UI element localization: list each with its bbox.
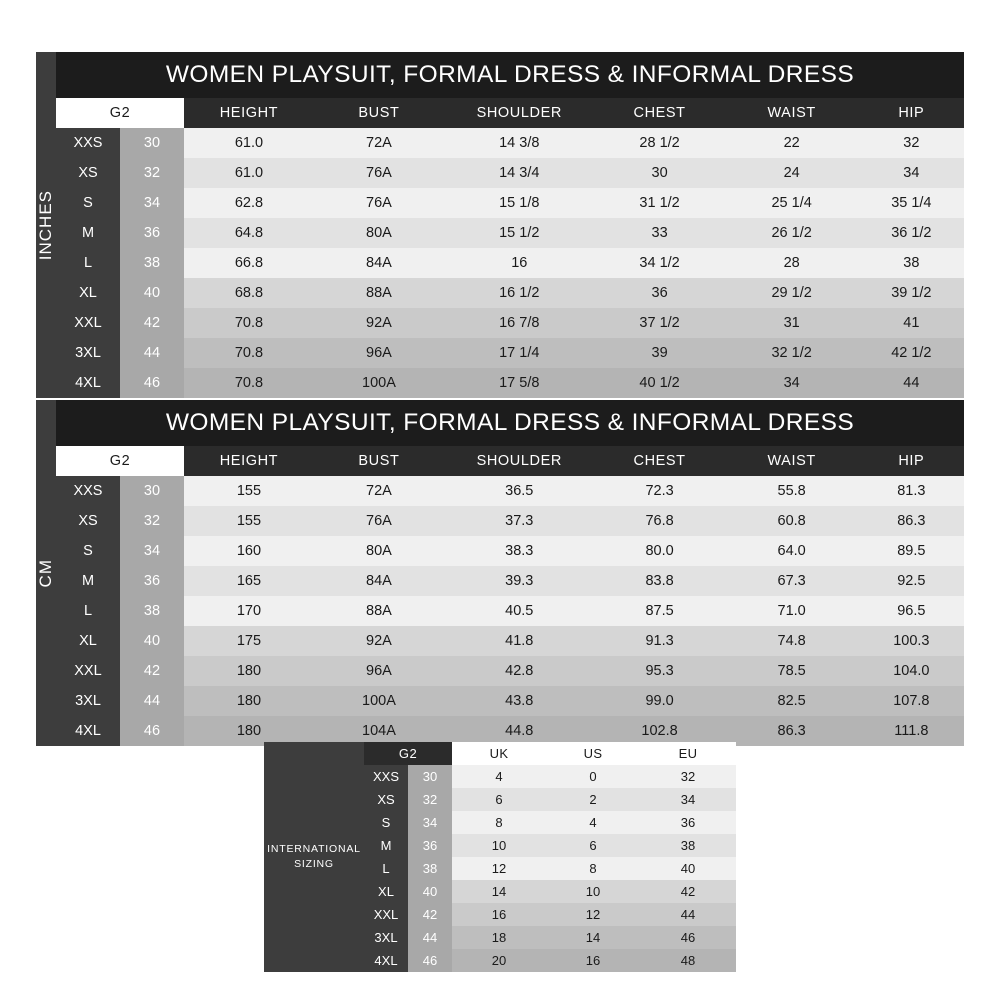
cm-size-name: L	[56, 596, 120, 626]
inches-cell: 34	[725, 368, 859, 398]
cm-cell: 74.8	[725, 626, 859, 656]
cm-size-name: XS	[56, 506, 120, 536]
international-header-row	[364, 742, 736, 765]
cm-cell: 100.3	[859, 626, 964, 656]
inches-size-number: 44	[120, 338, 184, 368]
inches-cell: 61.0	[184, 158, 314, 188]
international-cell: 32	[640, 765, 736, 788]
cm-size-name: XXS	[56, 476, 120, 506]
international-cell: 4	[452, 765, 546, 788]
inches-cell: 34 1/2	[595, 248, 725, 278]
international-row	[364, 834, 736, 857]
international-cell: 36	[640, 811, 736, 834]
inches-cell: 32	[859, 128, 964, 158]
international-cell: 18	[452, 926, 546, 949]
cm-cell: 165	[184, 566, 314, 596]
international-size-number: 34	[408, 811, 452, 834]
international-cell: 38	[640, 834, 736, 857]
cm-size-number: 34	[120, 536, 184, 566]
inches-size-name: 4XL	[56, 368, 120, 398]
inches-cell: 70.8	[184, 338, 314, 368]
inches-header-row	[56, 98, 964, 128]
cm-cell: 155	[184, 506, 314, 536]
cm-cell: 76.8	[595, 506, 725, 536]
inches-cell: 34	[859, 158, 964, 188]
cm-cell: 38.3	[444, 536, 595, 566]
inches-cell: 17 5/8	[444, 368, 595, 398]
international-cell: 14	[452, 880, 546, 903]
cm-size-number: 46	[120, 716, 184, 746]
cm-cell: 104A	[314, 716, 444, 746]
inches-size-chart	[36, 52, 964, 398]
cm-cell: 86.3	[725, 716, 859, 746]
international-size-number: 44	[408, 926, 452, 949]
international-header-g2: G2	[364, 742, 452, 765]
cm-cell: 92.5	[859, 566, 964, 596]
international-size-number: 46	[408, 949, 452, 972]
international-cell: 14	[546, 926, 640, 949]
cm-size-name: M	[56, 566, 120, 596]
inches-cell: 32 1/2	[725, 338, 859, 368]
international-row	[364, 903, 736, 926]
cm-cell: 80A	[314, 536, 444, 566]
international-size-number: 40	[408, 880, 452, 903]
inches-cell: 61.0	[184, 128, 314, 158]
inches-cell: 100A	[314, 368, 444, 398]
inches-title: WOMEN PLAYSUIT, FORMAL DRESS & INFORMAL DRESS	[56, 52, 964, 98]
international-size-name: XXL	[364, 903, 408, 926]
cm-cell: 64.0	[725, 536, 859, 566]
international-row	[364, 857, 736, 880]
international-size-name: L	[364, 857, 408, 880]
inches-header-hip: HIP	[859, 98, 964, 128]
international-cell: 34	[640, 788, 736, 811]
international-size-number: 32	[408, 788, 452, 811]
cm-cell: 72A	[314, 476, 444, 506]
international-size-name: XL	[364, 880, 408, 903]
inches-cell: 39 1/2	[859, 278, 964, 308]
cm-cell: 89.5	[859, 536, 964, 566]
inches-cell: 76A	[314, 158, 444, 188]
inches-cell: 76A	[314, 188, 444, 218]
cm-cell: 84A	[314, 566, 444, 596]
cm-table	[56, 446, 964, 746]
inches-cell: 70.8	[184, 308, 314, 338]
inches-row	[56, 308, 964, 338]
international-cell: 6	[452, 788, 546, 811]
cm-cell: 180	[184, 686, 314, 716]
cm-size-number: 32	[120, 506, 184, 536]
inches-row	[56, 338, 964, 368]
cm-cell: 95.3	[595, 656, 725, 686]
inches-cell: 16	[444, 248, 595, 278]
cm-cell: 39.3	[444, 566, 595, 596]
inches-cell: 15 1/8	[444, 188, 595, 218]
international-cell: 6	[546, 834, 640, 857]
cm-cell: 160	[184, 536, 314, 566]
cm-size-number: 42	[120, 656, 184, 686]
international-table	[364, 742, 736, 972]
inches-cell: 38	[859, 248, 964, 278]
inches-cell: 14 3/4	[444, 158, 595, 188]
inches-cell: 44	[859, 368, 964, 398]
international-cell: 20	[452, 949, 546, 972]
cm-cell: 83.8	[595, 566, 725, 596]
inches-cell: 40 1/2	[595, 368, 725, 398]
cm-cell: 99.0	[595, 686, 725, 716]
cm-cell: 42.8	[444, 656, 595, 686]
international-size-name: 3XL	[364, 926, 408, 949]
inches-cell: 70.8	[184, 368, 314, 398]
cm-cell: 102.8	[595, 716, 725, 746]
inches-cell: 28 1/2	[595, 128, 725, 158]
international-cell: 40	[640, 857, 736, 880]
cm-cell: 44.8	[444, 716, 595, 746]
cm-size-chart	[36, 400, 964, 746]
inches-header-g2: G2	[56, 98, 184, 128]
cm-row	[56, 656, 964, 686]
cm-cell: 43.8	[444, 686, 595, 716]
cm-size-name: 4XL	[56, 716, 120, 746]
inches-header-waist: WAIST	[725, 98, 859, 128]
cm-cell: 82.5	[725, 686, 859, 716]
cm-size-name: 3XL	[56, 686, 120, 716]
inches-header-height: HEIGHT	[184, 98, 314, 128]
international-cell: 0	[546, 765, 640, 788]
inches-cell: 36 1/2	[859, 218, 964, 248]
international-header-us: US	[546, 742, 640, 765]
international-size-number: 38	[408, 857, 452, 880]
cm-cell: 91.3	[595, 626, 725, 656]
cm-size-name: S	[56, 536, 120, 566]
cm-header-bust: BUST	[314, 446, 444, 476]
cm-cell: 60.8	[725, 506, 859, 536]
international-row	[364, 788, 736, 811]
cm-cell: 88A	[314, 596, 444, 626]
international-size-number: 36	[408, 834, 452, 857]
cm-header-row	[56, 446, 964, 476]
inches-cell: 31 1/2	[595, 188, 725, 218]
inches-cell: 30	[595, 158, 725, 188]
international-cell: 44	[640, 903, 736, 926]
inches-row	[56, 188, 964, 218]
inches-row	[56, 158, 964, 188]
international-size-number: 42	[408, 903, 452, 926]
cm-row	[56, 506, 964, 536]
inches-cell: 31	[725, 308, 859, 338]
cm-cell: 41.8	[444, 626, 595, 656]
cm-cell: 111.8	[859, 716, 964, 746]
cm-row	[56, 626, 964, 656]
cm-header-waist: WAIST	[725, 446, 859, 476]
inches-cell: 84A	[314, 248, 444, 278]
inches-unit-text: INCHES	[36, 189, 55, 261]
cm-cell: 67.3	[725, 566, 859, 596]
inches-size-number: 38	[120, 248, 184, 278]
cm-size-number: 36	[120, 566, 184, 596]
cm-cell: 55.8	[725, 476, 859, 506]
international-row	[364, 949, 736, 972]
cm-row	[56, 566, 964, 596]
inches-size-name: 3XL	[56, 338, 120, 368]
inches-size-number: 40	[120, 278, 184, 308]
cm-table-wrap	[56, 400, 964, 746]
inches-size-number: 42	[120, 308, 184, 338]
cm-unit-text: CM	[36, 558, 55, 588]
inches-cell: 24	[725, 158, 859, 188]
cm-cell: 104.0	[859, 656, 964, 686]
cm-row	[56, 596, 964, 626]
inches-cell: 80A	[314, 218, 444, 248]
international-size-name: 4XL	[364, 949, 408, 972]
inches-header-shoulder: SHOULDER	[444, 98, 595, 128]
international-cell: 16	[452, 903, 546, 926]
inches-cell: 16 7/8	[444, 308, 595, 338]
international-cell: 10	[546, 880, 640, 903]
inches-cell: 35 1/4	[859, 188, 964, 218]
cm-cell: 81.3	[859, 476, 964, 506]
inches-size-name: XXL	[56, 308, 120, 338]
inches-cell: 92A	[314, 308, 444, 338]
international-cell: 8	[546, 857, 640, 880]
inches-cell: 66.8	[184, 248, 314, 278]
cm-cell: 72.3	[595, 476, 725, 506]
inches-row	[56, 368, 964, 398]
cm-unit-label	[36, 400, 56, 746]
inches-cell: 33	[595, 218, 725, 248]
international-cell: 8	[452, 811, 546, 834]
cm-cell: 71.0	[725, 596, 859, 626]
inches-size-number: 46	[120, 368, 184, 398]
inches-cell: 28	[725, 248, 859, 278]
cm-header-hip: HIP	[859, 446, 964, 476]
cm-cell: 86.3	[859, 506, 964, 536]
inches-cell: 62.8	[184, 188, 314, 218]
inches-header-chest: CHEST	[595, 98, 725, 128]
international-row	[364, 880, 736, 903]
international-cell: 42	[640, 880, 736, 903]
international-header-uk: UK	[452, 742, 546, 765]
inches-size-name: L	[56, 248, 120, 278]
inches-cell: 16 1/2	[444, 278, 595, 308]
inches-cell: 96A	[314, 338, 444, 368]
cm-cell: 76A	[314, 506, 444, 536]
inches-size-name: M	[56, 218, 120, 248]
international-cell: 2	[546, 788, 640, 811]
cm-cell: 37.3	[444, 506, 595, 536]
cm-size-number: 44	[120, 686, 184, 716]
cm-cell: 96A	[314, 656, 444, 686]
cm-row	[56, 536, 964, 566]
cm-cell: 180	[184, 716, 314, 746]
inches-cell: 14 3/8	[444, 128, 595, 158]
inches-table	[56, 98, 964, 398]
international-cell: 12	[546, 903, 640, 926]
international-cell: 46	[640, 926, 736, 949]
inches-cell: 17 1/4	[444, 338, 595, 368]
international-header-eu: EU	[640, 742, 736, 765]
international-cell: 4	[546, 811, 640, 834]
inches-cell: 41	[859, 308, 964, 338]
inches-row	[56, 128, 964, 158]
cm-header-chest: CHEST	[595, 446, 725, 476]
cm-cell: 80.0	[595, 536, 725, 566]
inches-row	[56, 248, 964, 278]
inches-size-number: 36	[120, 218, 184, 248]
inches-cell: 64.8	[184, 218, 314, 248]
inches-size-name: XS	[56, 158, 120, 188]
cm-size-number: 40	[120, 626, 184, 656]
inches-cell: 29 1/2	[725, 278, 859, 308]
inches-table-wrap	[56, 52, 964, 398]
inches-row	[56, 278, 964, 308]
cm-size-number: 30	[120, 476, 184, 506]
cm-cell: 96.5	[859, 596, 964, 626]
cm-cell: 170	[184, 596, 314, 626]
inches-cell: 37 1/2	[595, 308, 725, 338]
cm-header-height: HEIGHT	[184, 446, 314, 476]
international-size-name: M	[364, 834, 408, 857]
inches-cell: 72A	[314, 128, 444, 158]
inches-cell: 36	[595, 278, 725, 308]
cm-size-name: XXL	[56, 656, 120, 686]
international-cell: 12	[452, 857, 546, 880]
inches-size-name: XXS	[56, 128, 120, 158]
cm-cell: 40.5	[444, 596, 595, 626]
inches-row	[56, 218, 964, 248]
inches-size-number: 32	[120, 158, 184, 188]
international-sizing-label	[264, 742, 364, 972]
cm-title: WOMEN PLAYSUIT, FORMAL DRESS & INFORMAL DRESS	[56, 400, 964, 446]
inches-cell: 25 1/4	[725, 188, 859, 218]
international-size-name: XXS	[364, 765, 408, 788]
cm-cell: 175	[184, 626, 314, 656]
inches-unit-label	[36, 52, 56, 398]
inches-cell: 42 1/2	[859, 338, 964, 368]
cm-size-name: XL	[56, 626, 120, 656]
inches-cell: 26 1/2	[725, 218, 859, 248]
international-size-name: XS	[364, 788, 408, 811]
inches-cell: 88A	[314, 278, 444, 308]
cm-cell: 92A	[314, 626, 444, 656]
cm-header-g2: G2	[56, 446, 184, 476]
inches-cell: 22	[725, 128, 859, 158]
international-cell: 48	[640, 949, 736, 972]
inches-cell: 39	[595, 338, 725, 368]
cm-cell: 36.5	[444, 476, 595, 506]
cm-header-shoulder: SHOULDER	[444, 446, 595, 476]
international-size-name: S	[364, 811, 408, 834]
international-row	[364, 765, 736, 788]
cm-cell: 155	[184, 476, 314, 506]
international-size-number: 30	[408, 765, 452, 788]
cm-cell: 180	[184, 656, 314, 686]
international-sizing-label-line2: SIZING	[294, 858, 334, 870]
cm-cell: 78.5	[725, 656, 859, 686]
cm-size-number: 38	[120, 596, 184, 626]
international-row	[364, 811, 736, 834]
inches-size-number: 30	[120, 128, 184, 158]
inches-cell: 15 1/2	[444, 218, 595, 248]
international-cell: 10	[452, 834, 546, 857]
cm-row	[56, 476, 964, 506]
international-sizing-label-line1: INTERNATIONAL	[267, 842, 361, 855]
cm-cell: 87.5	[595, 596, 725, 626]
inches-header-bust: BUST	[314, 98, 444, 128]
international-sizing-chart	[264, 742, 736, 972]
cm-cell: 100A	[314, 686, 444, 716]
cm-cell: 107.8	[859, 686, 964, 716]
inches-cell: 68.8	[184, 278, 314, 308]
cm-row	[56, 686, 964, 716]
international-cell: 16	[546, 949, 640, 972]
inches-size-name: XL	[56, 278, 120, 308]
international-row	[364, 926, 736, 949]
inches-size-name: S	[56, 188, 120, 218]
inches-size-number: 34	[120, 188, 184, 218]
